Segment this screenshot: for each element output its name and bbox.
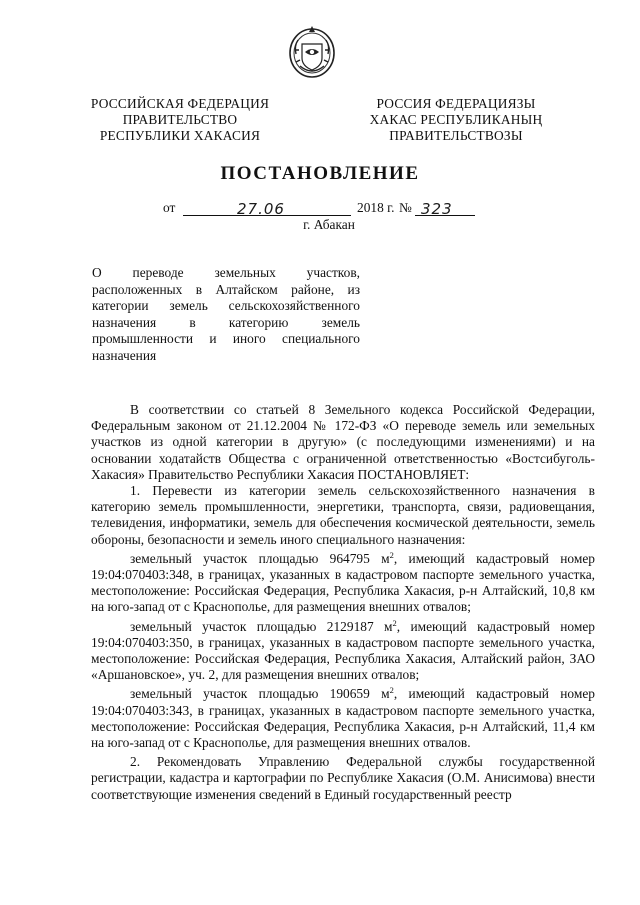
city: г. Абакан [303, 217, 355, 232]
org-line: ХАКАС РЕСПУБЛИКАНЫҢ [369, 112, 543, 127]
coat-of-arms-emblem [286, 22, 338, 82]
org-line: ПРАВИТЕЛЬСТВО [122, 112, 238, 127]
land-plot-paragraph: земельный участок площадью 190659 $м^2$, имеющий кадастровый номер 19:04:070403:343, в границах, указанных в кадастровом паспорте земельного участка, местоположение: Российская Федерация, Республика Хакасия, р-н Алтайский, 11,4 км на юго-запад от с Краснополье, для размещения внешних отвалов. [91, 685, 595, 751]
land-plot-paragraph: земельный участок площадью 964795 $м^2$, имеющий кадастровый номер 19:04:070403:348, в границах, указанных в кадастровом паспорте земельного участка, местоположение: Российская Федерация, Республика Хакасия, р-н Алтайский, 10,8 км на юго-запад от с Краснополье, для размещения внешних отвалов; [91, 549, 595, 615]
org-line: ПРАВИТЕЛЬСТВОЗЫ [389, 128, 523, 143]
org-name-khakas [336, 96, 576, 144]
subject-line: назначения [92, 347, 157, 363]
land-plot-paragraph: земельный участок площадью 2129187 $м^2$, имеющий кадастровый номер 19:04:070403:350, в границах, указанных в кадастровом паспорте земельного участка, местоположение: Российская Федерация, Республика Хакасия, Алтайский район, ЗАО «Аршановское», уч. 2, для размещения внешних отвалов; [91, 617, 595, 683]
year-text: 2018 г. [357, 200, 395, 215]
subject-line: промышленности и иного специального [92, 331, 360, 346]
document-subject [92, 265, 360, 364]
subject-line: назначения в категорию земель [92, 314, 360, 330]
item-1-paragraph: 1. Перевести из категории земель сельскохозяйственного назначения в категорию земель промышленности, энергетики, транспорта, связи, радиовещания, телевидения, информатики, земель для обеспечения космической деятельности, земель обороны, безопасности и земель иного специального назначения: [91, 483, 595, 547]
date-number-line [163, 200, 483, 218]
handwritten-date: 27.06 [237, 200, 285, 218]
org-line: РЕСПУБЛИКИ ХАКАСИЯ [99, 128, 261, 143]
org-line: РОССИЙСКАЯ ФЕДЕРАЦИЯ [90, 96, 270, 111]
number-sign: № [399, 200, 412, 215]
item-2-paragraph: 2. Рекомендовать Управлению Федеральной службы государственной регистрации, кадастра и картографии по Республике Хакасия (О.М. Анисимова) внести соответствующие изменения сведений в Единый государственный реестр [91, 754, 595, 802]
date-prefix: от [163, 200, 176, 215]
handwritten-number: 323 [421, 200, 453, 218]
preamble-paragraph: В соответствии со статьей 8 Земельного кодекса Российской Федерации, Федеральным законом от 21.12.2004 № 172-ФЗ «О переводе земель или земельных участков из одной категории в другую» (с последующими изменениями) и на основании ходатайств Общества с ограниченной ответственностью «Востсибуголь-Хакасия» Правительство Республики Хакасия ПОСТАНОВЛЯЕТ: [91, 402, 595, 482]
document-title: ПОСТАНОВЛЕНИЕ [220, 163, 420, 184]
org-line: РОССИЯ ФЕДЕРАЦИЯЗЫ [376, 96, 536, 111]
document-body [91, 402, 595, 803]
subject-line: расположенных в Алтайском районе, из [92, 281, 360, 297]
subject-line: О переводе земельных участков, [92, 265, 360, 280]
subject-line: категории земель сельскохозяйственного [92, 298, 360, 313]
org-name-russian [60, 96, 300, 144]
